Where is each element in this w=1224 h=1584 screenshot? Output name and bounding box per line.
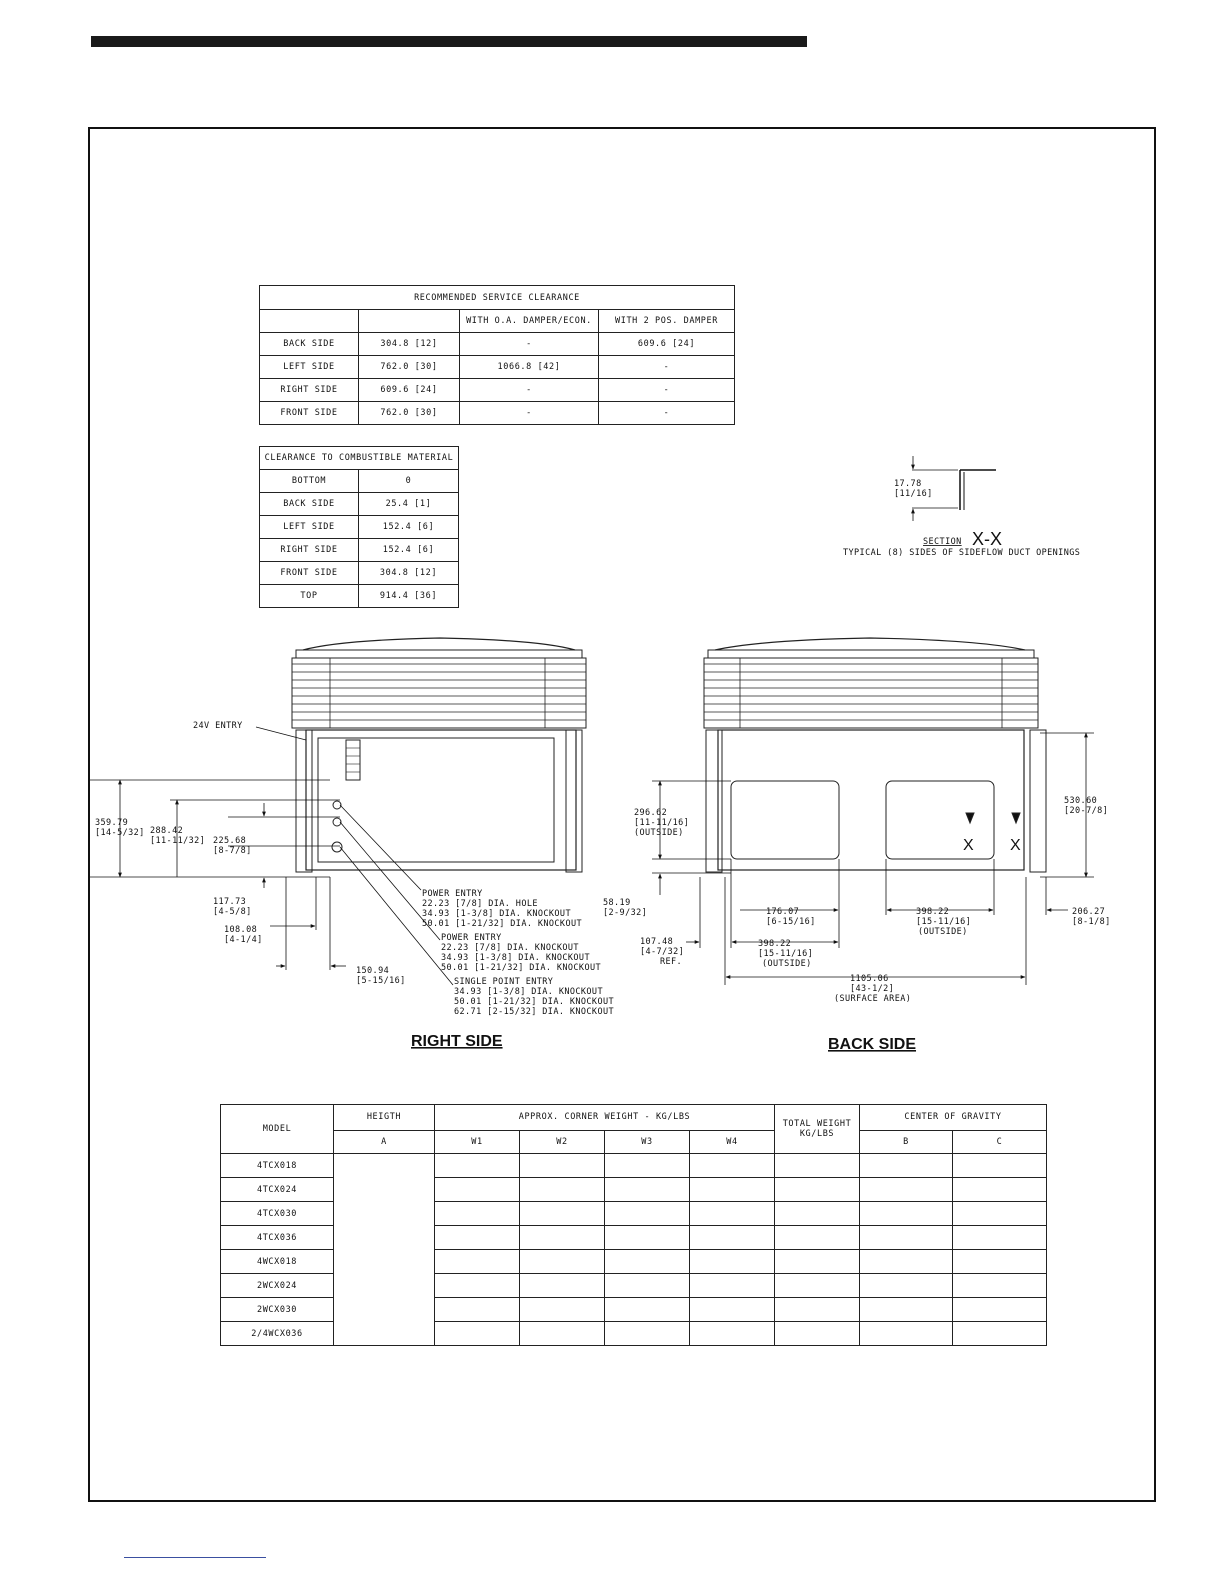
dim-107: 107.48 bbox=[640, 937, 674, 947]
cell: - bbox=[599, 402, 735, 425]
model-cell: 2WCX024 bbox=[221, 1274, 334, 1298]
dim-398-a-inch: [15-11/16] bbox=[916, 917, 972, 927]
header-total-weight: TOTAL WEIGHT KG/LBS bbox=[775, 1105, 860, 1154]
cell: 304.8 [12] bbox=[359, 562, 459, 585]
dim-359: 359.79 bbox=[95, 818, 129, 828]
svg-text:62.71 [2-15/32] DIA. KNOCKOUT: 62.71 [2-15/32] DIA. KNOCKOUT bbox=[454, 1007, 615, 1017]
svg-text:34.93 [1-3/8] DIA. KNOCKOUT: 34.93 [1-3/8] DIA. KNOCKOUT bbox=[422, 909, 571, 919]
model-cell: 4TCX036 bbox=[221, 1226, 334, 1250]
dim-225-inch: [8-7/8] bbox=[213, 846, 252, 856]
section-dim: 17.78 bbox=[894, 479, 922, 489]
power-entry-2-callout bbox=[441, 933, 601, 973]
section-mark-x: X bbox=[963, 837, 974, 854]
dim-398-b-inch: [15-11/16] bbox=[758, 949, 814, 959]
model-cell: 2/4WCX036 bbox=[221, 1322, 334, 1346]
right-side-dimension-lines bbox=[90, 727, 453, 985]
dim-107-inch: [4-7/32] bbox=[640, 947, 685, 957]
cell: - bbox=[460, 333, 599, 356]
cell: 762.0 [30] bbox=[359, 402, 460, 425]
cell: 152.4 [6] bbox=[359, 539, 459, 562]
section-label: SECTION bbox=[923, 537, 962, 547]
cell: RIGHT SIDE bbox=[260, 539, 359, 562]
dim-398-b: 398.22 bbox=[758, 939, 792, 949]
svc-header: WITH O.A. DAMPER/ECON. bbox=[460, 310, 599, 333]
model-cell: 4TCX018 bbox=[221, 1154, 334, 1178]
header-corner-weight: APPROX. CORNER WEIGHT - KG/LBS bbox=[435, 1105, 775, 1131]
single-point-entry-callout bbox=[454, 977, 614, 1017]
section-caption: TYPICAL (8) SIDES OF SIDEFLOW DUCT OPENINGS bbox=[843, 548, 1081, 558]
dim-107-note: REF. bbox=[660, 957, 683, 967]
header-model: MODEL bbox=[221, 1105, 334, 1154]
cell: BOTTOM bbox=[260, 470, 359, 493]
dim-398-a: 398.22 bbox=[916, 907, 950, 917]
header-center-of-gravity: CENTER OF GRAVITY bbox=[860, 1105, 1047, 1131]
svg-text:34.93 [1-3/8] DIA. KNOCKOUT: 34.93 [1-3/8] DIA. KNOCKOUT bbox=[454, 987, 603, 997]
table-row bbox=[221, 1154, 1047, 1178]
dim-176-inch: [6-15/16] bbox=[766, 917, 816, 927]
dim-1105-inch: [43-1/2] bbox=[850, 984, 895, 994]
cell: - bbox=[599, 379, 735, 402]
dim-206: 206.27 bbox=[1072, 907, 1106, 917]
header-c: C bbox=[953, 1130, 1047, 1153]
section-dim-inch: [11/16] bbox=[894, 489, 933, 499]
header-w4: W4 bbox=[690, 1130, 775, 1153]
dim-58-inch: [2-9/32] bbox=[603, 908, 648, 918]
header-w3: W3 bbox=[605, 1130, 690, 1153]
section-letters: X-X bbox=[972, 529, 1003, 549]
header-height-a: A bbox=[334, 1130, 435, 1153]
cell: RIGHT SIDE bbox=[260, 379, 359, 402]
dim-117-inch: [4-5/8] bbox=[213, 907, 252, 917]
dim-530: 530.60 bbox=[1064, 796, 1098, 806]
cell: - bbox=[460, 379, 599, 402]
cell: 762.0 [30] bbox=[359, 356, 460, 379]
svg-text:50.01 [1-21/32] DIA. KNOCKOUT: 50.01 [1-21/32] DIA. KNOCKOUT bbox=[454, 997, 615, 1007]
dim-398-b-note: (OUTSIDE) bbox=[762, 959, 812, 969]
height-cell bbox=[334, 1154, 435, 1346]
dim-150: 150.94 bbox=[356, 966, 390, 976]
svg-text:34.93 [1-3/8] DIA. KNOCKOUT: 34.93 [1-3/8] DIA. KNOCKOUT bbox=[441, 953, 590, 963]
cell: 304.8 [12] bbox=[359, 333, 460, 356]
dim-108: 108.08 bbox=[224, 925, 258, 935]
cell: 152.4 [6] bbox=[359, 516, 459, 539]
header-b: B bbox=[860, 1130, 953, 1153]
model-cell: 4TCX024 bbox=[221, 1178, 334, 1202]
dim-296: 296.62 bbox=[634, 808, 668, 818]
svg-text:50.01 [1-21/32] DIA. KNOCKOUT: 50.01 [1-21/32] DIA. KNOCKOUT bbox=[441, 963, 602, 973]
back-side-unit bbox=[704, 638, 1046, 872]
section-mark-x: X bbox=[1010, 837, 1021, 854]
cell: FRONT SIDE bbox=[260, 402, 359, 425]
power-entry-1-callout bbox=[422, 889, 582, 929]
model-cell: 4TCX030 bbox=[221, 1202, 334, 1226]
dim-1105-note: (SURFACE AREA) bbox=[834, 994, 912, 1004]
svg-text:50.01 [1-21/32] DIA. KNOCKOUT: 50.01 [1-21/32] DIA. KNOCKOUT bbox=[422, 919, 583, 929]
dim-225: 225.68 bbox=[213, 836, 247, 846]
dim-206-inch: [8-1/8] bbox=[1072, 917, 1111, 927]
dim-176: 176.07 bbox=[766, 907, 800, 917]
dim-530-inch: [20-7/8] bbox=[1064, 806, 1109, 816]
label-24v-entry: 24V ENTRY bbox=[193, 721, 243, 731]
svg-text:22.23 [7/8] DIA. KNOCKOUT: 22.23 [7/8] DIA. KNOCKOUT bbox=[441, 943, 579, 953]
weight-table bbox=[220, 1104, 1047, 1346]
cell: 1066.8 [42] bbox=[460, 356, 599, 379]
dim-398-a-note: (OUTSIDE) bbox=[918, 927, 968, 937]
header-w2: W2 bbox=[520, 1130, 605, 1153]
cell: - bbox=[599, 356, 735, 379]
service-clearance-title: RECOMMENDED SERVICE CLEARANCE bbox=[260, 286, 735, 310]
dim-1105: 1105.06 bbox=[850, 974, 889, 984]
svg-text:POWER ENTRY: POWER ENTRY bbox=[441, 933, 502, 943]
cell: LEFT SIDE bbox=[260, 356, 359, 379]
header-height: HEIGTH bbox=[334, 1105, 435, 1131]
cell: - bbox=[460, 402, 599, 425]
cell: BACK SIDE bbox=[260, 333, 359, 356]
combustible-title: CLEARANCE TO COMBUSTIBLE MATERIAL bbox=[260, 447, 459, 470]
dim-288: 288.42 bbox=[150, 826, 184, 836]
model-cell: 4WCX018 bbox=[221, 1250, 334, 1274]
cell: FRONT SIDE bbox=[260, 562, 359, 585]
right-side-title: RIGHT SIDE bbox=[411, 1033, 503, 1050]
dim-108-inch: [4-1/4] bbox=[224, 935, 263, 945]
right-side-unit bbox=[292, 638, 586, 872]
dim-359-inch: [14-5/32] bbox=[95, 828, 145, 838]
cell: LEFT SIDE bbox=[260, 516, 359, 539]
svg-text:POWER ENTRY: POWER ENTRY bbox=[422, 889, 483, 899]
svc-header: WITH 2 POS. DAMPER bbox=[599, 310, 735, 333]
dim-296-inch: [11-11/16] bbox=[634, 818, 690, 828]
cell: 609.6 [24] bbox=[359, 379, 460, 402]
back-side-title: BACK SIDE bbox=[828, 1036, 917, 1053]
svg-text:22.23 [7/8] DIA. HOLE: 22.23 [7/8] DIA. HOLE bbox=[422, 899, 538, 909]
header-w1: W1 bbox=[435, 1130, 520, 1153]
model-cell: 2WCX030 bbox=[221, 1298, 334, 1322]
cell: BACK SIDE bbox=[260, 493, 359, 516]
dim-117: 117.73 bbox=[213, 897, 247, 907]
dim-296-note: (OUTSIDE) bbox=[634, 828, 684, 838]
cell: 914.4 [36] bbox=[359, 585, 459, 608]
dim-288-inch: [11-11/32] bbox=[150, 836, 206, 846]
cell: TOP bbox=[260, 585, 359, 608]
cell: 25.4 [1] bbox=[359, 493, 459, 516]
cell: 0 bbox=[359, 470, 459, 493]
dim-58: 58.19 bbox=[603, 898, 631, 908]
cell: 609.6 [24] bbox=[599, 333, 735, 356]
svg-text:SINGLE POINT ENTRY: SINGLE POINT ENTRY bbox=[454, 977, 554, 987]
dim-150-inch: [5-15/16] bbox=[356, 976, 406, 986]
